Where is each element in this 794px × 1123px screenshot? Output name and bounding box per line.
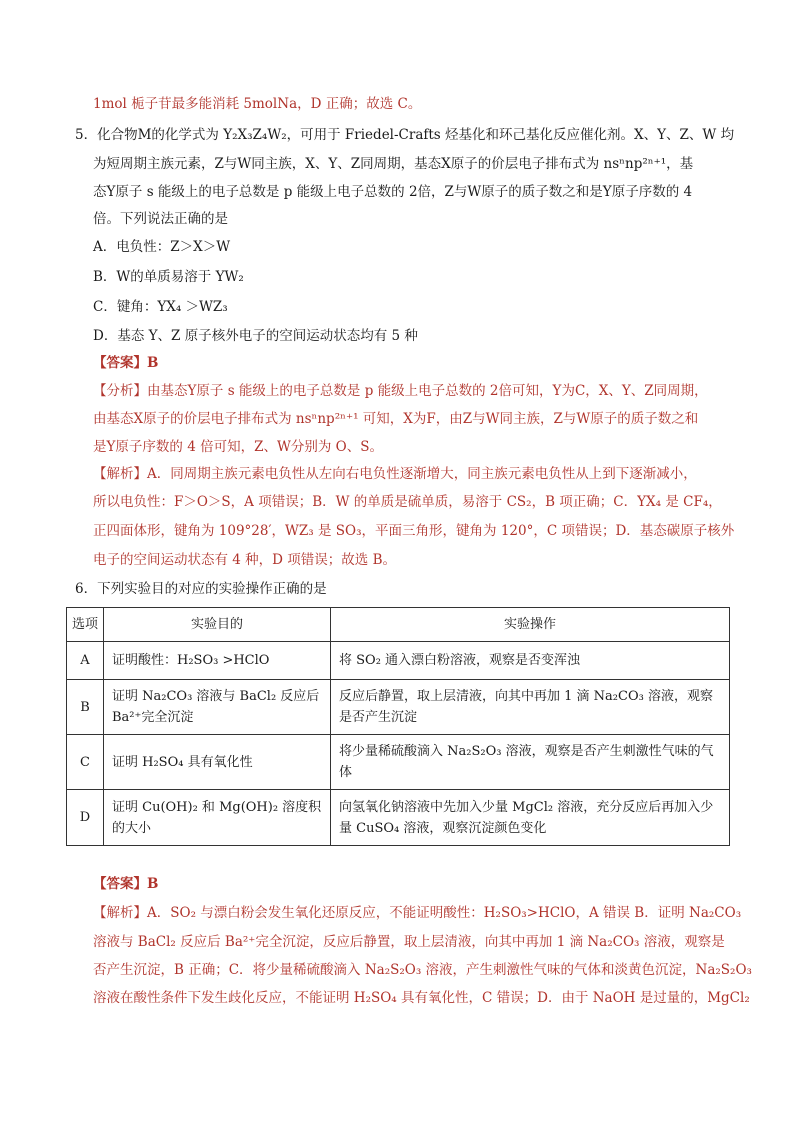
q5-analysis-line-1: 【分析】由基态Y原子 s 能级上的电子总数是 p 能级上电子总数的 2倍可知，Y为C，X、Y、Z同周期， [93,383,708,399]
q6-answer: 【答案】B [93,876,159,892]
q5-option-b: B．W的单质易溶于 YW₂ [93,269,244,285]
q5-analysis-line-3: 是Y原子序数的 4 倍可知，Z、W分别为 O、S。 [93,439,383,455]
table-row [67,680,730,735]
header-purpose: 实验目的 [104,608,331,642]
q5-option-d: D．基态 Y、Z 原子核外电子的空间运动状态均有 5 种 [93,328,418,344]
row-option: A [67,642,104,680]
table-header-row [67,608,730,642]
row-purpose: 证明酸性：H₂SO₃ >HClO [104,642,331,680]
q5-stem-line-3: 态Y原子 s 能级上的电子总数是 p 能级上电子总数的 2倍，Z与W原子的质子数之和是Y原子序数的 4 [93,184,693,200]
row-operation: 反应后静置，取上层清液，向其中再加 1 滴 Na₂CO₃ 溶液，观察是否产生沉淀 [331,680,730,735]
table-row [67,735,730,790]
q5-solution-line-4: 电子的空间运动状态有 4 种，D 项错误；故选 B。 [93,552,396,568]
q6-solution-line-1: 【解析】A．SO₂ 与漂白粉会发生氧化还原反应，不能证明酸性：H₂SO₃>HClO，A 错误 B．证明 Na₂CO₃ [93,905,742,921]
table-row [67,642,730,680]
q5-stem-line-1: 5．化合物M的化学式为 Y₂X₃Z₄W₂，可用于 Friedel-Crafts 烃基化和环己基化反应催化剂。X、Y、Z、W 均 [75,127,735,143]
header-operation: 实验操作 [331,608,730,642]
q5-stem-line-4: 倍。下列说法正确的是 [93,211,228,227]
q6-solution-line-2: 溶液与 BaCl₂ 反应后 Ba²⁺完全沉淀，反应后静置，取上层清液，向其中再加 1 滴 Na₂CO₃ 溶液，观察是 [93,934,725,950]
row-option: C [67,735,104,790]
q5-solution-line-2: 所以电负性：F＞O＞S，A 项错误；B．W 的单质是硫单质，易溶于 CS₂，B 项正确；C．YX₄ 是 CF₄， [93,494,722,510]
q5-answer: 【答案】B [93,355,159,371]
row-operation: 将 SO₂ 通入漂白粉溶液，观察是否变浑浊 [331,642,730,680]
table-row [67,790,730,846]
q6-solution-line-4: 溶液在酸性条件下发生歧化反应，不能证明 H₂SO₄ 具有氧化性，C 错误；D．由于 NaOH 是过量的，MgCl₂ [93,990,750,1006]
row-operation: 将少量稀硫酸滴入 Na₂S₂O₃ 溶液，观察是否产生刺激性气味的气体 [331,735,730,790]
q5-solution-line-3: 正四面体形，键角为 109°28′，WZ₃ 是 SO₃，平面三角形，键角为 120°，C 项错误；D．基态碳原子核外 [93,523,735,539]
q5-option-c: C．键角：YX₄ ＞WZ₃ [93,299,228,315]
row-purpose: 证明 H₂SO₄ 具有氧化性 [104,735,331,790]
row-purpose: 证明 Na₂CO₃ 溶液与 BaCl₂ 反应后 Ba²⁺完全沉淀 [104,680,331,735]
experiment-table [66,607,730,846]
row-purpose: 证明 Cu(OH)₂ 和 Mg(OH)₂ 溶度积的大小 [104,790,331,846]
q6-stem: 6．下列实验目的对应的实验操作正确的是 [75,581,327,597]
q5-analysis-line-2: 由基态X原子的价层电子排布式为 nsⁿnp²ⁿ⁺¹ 可知，X为F，由Z与W同主族，Z与W原子的质子数之和 [93,411,699,427]
q5-option-a: A．电负性：Z＞X＞W [93,239,231,255]
q6-solution-line-3: 否产生沉淀，B 正确；C．将少量稀硫酸滴入 Na₂S₂O₃ 溶液，产生刺激性气味的气体和淡黄色沉淀，Na₂S₂O₃ [93,962,752,978]
row-operation: 向氢氧化钠溶液中先加入少量 MgCl₂ 溶液，充分反应后再加入少量 CuSO₄ 溶液，观察沉淀颜色变化 [331,790,730,846]
q5-stem-line-2: 为短周期主族元素，Z与W同主族，X、Y、Z同周期，基态X原子的价层电子排布式为 nsⁿnp²ⁿ⁺¹，基 [93,156,694,172]
header-option: 选项 [67,608,104,642]
q5-solution-line-1: 【解析】A．同周期主族元素电负性从左向右电负性逐渐增大，同主族元素电负性从上到下逐渐减小， [93,466,697,482]
previous-answer-line: 1mol 栀子苷最多能消耗 5molNa，D 正确；故选 C。 [93,96,422,112]
row-option: D [67,790,104,846]
row-option: B [67,680,104,735]
